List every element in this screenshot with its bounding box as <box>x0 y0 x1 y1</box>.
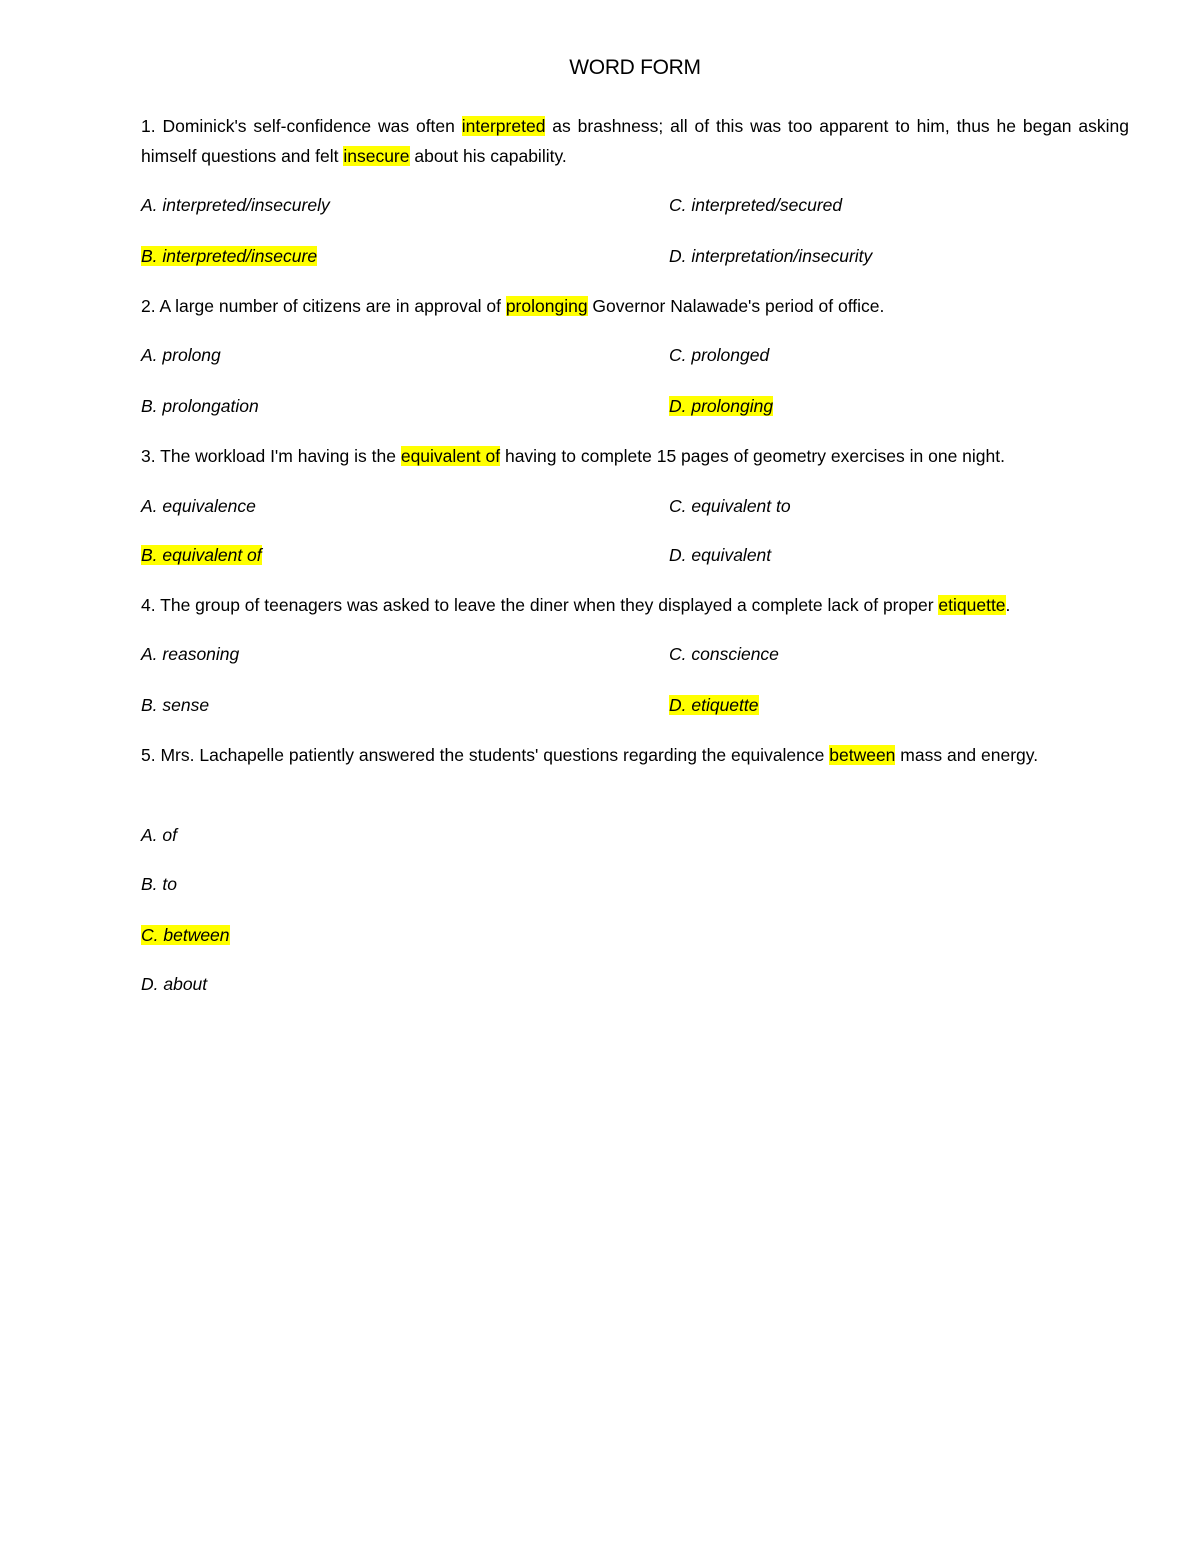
answer-highlight: C. between <box>141 925 230 945</box>
option-d: D. interpretation/insecurity <box>669 246 873 266</box>
question-3 <box>141 441 1129 471</box>
highlighted-word: interpreted <box>461 116 546 136</box>
option-a: A. equivalence <box>141 496 256 516</box>
option-c <box>141 923 230 947</box>
option-d: D. about <box>141 974 208 994</box>
option-c: C. prolonged <box>669 345 770 365</box>
option-a: A. prolong <box>141 345 221 365</box>
answer-highlight: D. prolonging <box>669 396 774 416</box>
question-text: mass and energy. <box>895 745 1039 765</box>
option-b: B. to <box>141 874 177 894</box>
option-c: C. equivalent to <box>669 496 791 516</box>
question-text: Mrs. Lachapelle patiently answered the students' questions regarding the equivalence <box>160 745 830 765</box>
answer-highlight: B. interpreted/insecure <box>141 246 318 266</box>
question-number: 4. <box>141 595 156 615</box>
question-number: 3. <box>141 446 156 466</box>
highlighted-word: insecure <box>343 146 410 166</box>
question-text: . <box>1005 595 1011 615</box>
question-number: 2. <box>141 296 156 316</box>
question-text: Governor Nalawade's period of office. <box>587 296 885 316</box>
question-text: as brashness; all of this was too apparent to him, thus he began asking himself questions and felt <box>141 116 1129 166</box>
highlighted-word: prolonging <box>505 296 588 316</box>
question-4 <box>141 590 1129 620</box>
option-a: A. reasoning <box>141 644 240 664</box>
answer-highlight: B. equivalent of <box>141 545 262 565</box>
question-5 <box>141 740 1129 770</box>
question-2 <box>141 291 1129 321</box>
question-text: The group of teenagers was asked to leave the diner when they displayed a complete lack of proper <box>160 595 939 615</box>
question-text: having to complete 15 pages of geometry exercises in one night. <box>500 446 1005 466</box>
answer-highlight: D. etiquette <box>669 695 759 715</box>
highlighted-word: between <box>829 745 896 765</box>
option-d <box>669 693 759 717</box>
highlighted-word: etiquette <box>938 595 1006 615</box>
option-a: A. of <box>141 825 177 845</box>
option-c: C. interpreted/secured <box>669 195 843 215</box>
highlighted-word: equivalent of <box>400 446 501 466</box>
question-1 <box>141 111 1129 171</box>
option-b: B. prolongation <box>141 396 259 416</box>
page-title: WORD FORM <box>569 56 701 79</box>
option-b <box>141 543 262 567</box>
option-c: C. conscience <box>669 644 779 664</box>
question-text: The workload I'm having is the <box>160 446 401 466</box>
option-d: D. equivalent <box>669 545 772 565</box>
question-number: 5. <box>141 745 156 765</box>
question-number: 1. <box>141 116 156 136</box>
option-b <box>141 244 317 268</box>
option-d <box>669 394 773 418</box>
question-text: Dominick's self-confidence was often <box>162 116 462 136</box>
option-a: A. interpreted/insecurely <box>141 195 330 215</box>
question-text: about his capability. <box>409 146 567 166</box>
option-b: B. sense <box>141 695 210 715</box>
question-text: A large number of citizens are in approval of <box>159 296 506 316</box>
